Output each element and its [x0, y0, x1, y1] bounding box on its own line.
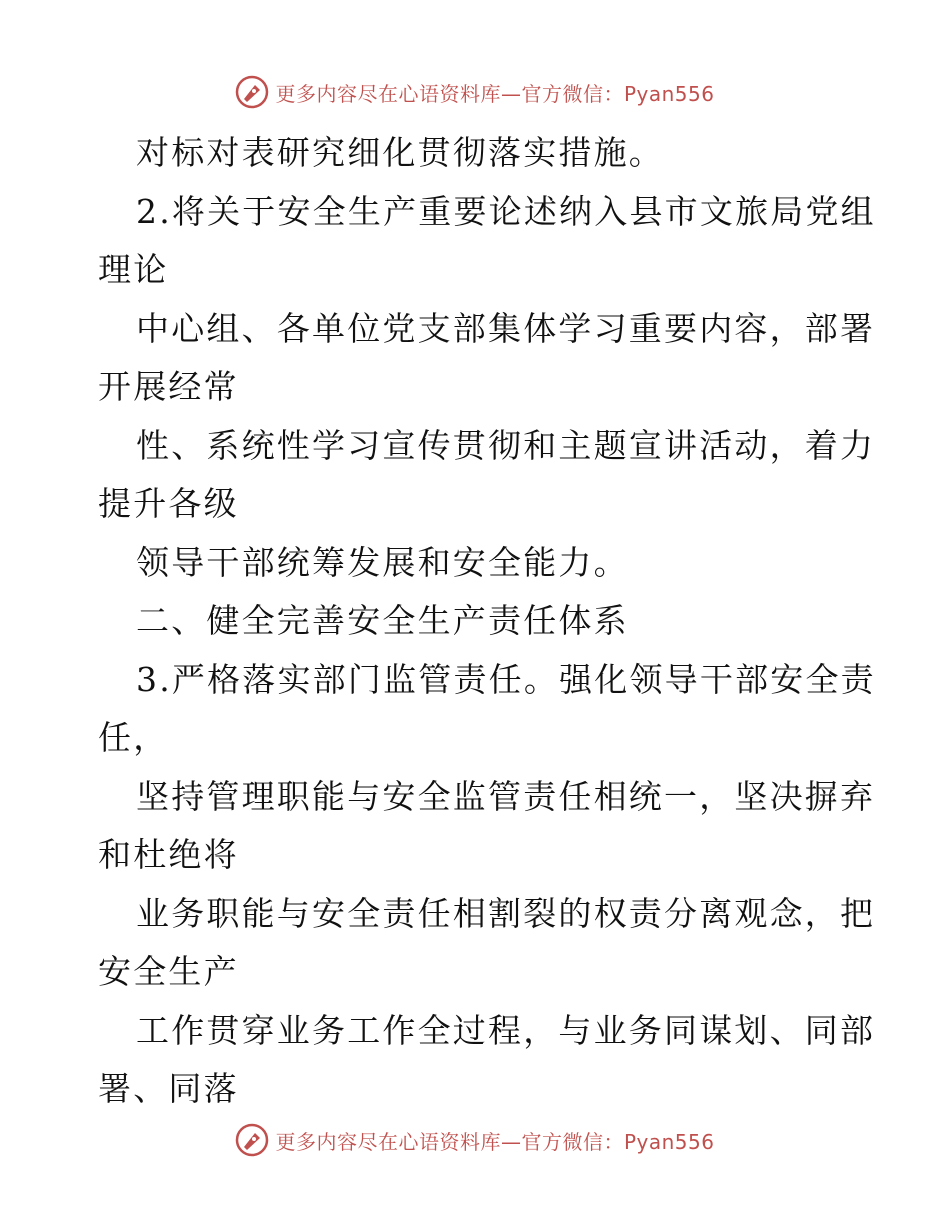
pen-nib-logo-icon: [235, 1123, 269, 1157]
text-line: 坚持管理职能与安全监管责任相统一，坚决摒弃: [136, 776, 876, 816]
text-line: 性、系统性学习宣传贯彻和主题宣讲活动，着力: [136, 425, 876, 465]
text-line: 提升各级: [98, 484, 239, 523]
text-line: 安全生产: [98, 952, 239, 991]
text-line: 和杜绝将: [98, 835, 239, 874]
text-line: 署、同落: [98, 1069, 239, 1108]
text-line: 2.将关于安全生产重要论述纳入县市文旅局党组: [136, 191, 876, 231]
footer-banner: [0, 1120, 950, 1160]
section-heading: 二、健全完善安全生产责任体系: [136, 601, 629, 640]
text-line: 对标对表研究细化贯彻落实措施。: [136, 133, 664, 172]
document-body: [98, 124, 876, 1119]
text-line: 业务职能与安全责任相割裂的权责分离观念，把: [136, 893, 876, 933]
pen-nib-logo-icon: [235, 75, 269, 109]
footer-banner-text: 更多内容尽在心语资料库—官方微信：Pyan556: [275, 1129, 715, 1154]
header-banner-text: 更多内容尽在心语资料库—官方微信：Pyan556: [275, 81, 715, 106]
text-line: 中心组、各单位党支部集体学习重要内容，部署: [136, 308, 876, 348]
text-line: 领导干部统筹发展和安全能力。: [136, 542, 629, 582]
text-line: 3.严格落实部门监管责任。强化领导干部安全责: [136, 659, 876, 699]
text-line: 工作贯穿业务工作全过程，与业务同谋划、同部: [136, 1010, 876, 1050]
text-line: 理论: [98, 250, 169, 289]
header-banner: [0, 72, 950, 112]
text-line: 开展经常: [98, 367, 239, 406]
text-line: 任，: [98, 718, 169, 757]
